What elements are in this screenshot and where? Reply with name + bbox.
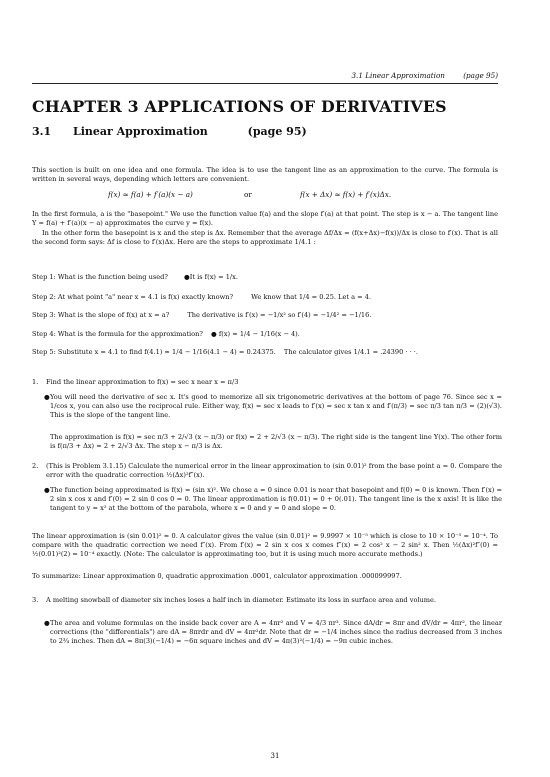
paragraph-summary: To summarize: Linear approximation 0, quadratic approximation .0001, calculator approximation .000099997. (32, 572, 402, 580)
bullet-sec-derivative (44, 393, 502, 419)
page-number: 31 (270, 752, 280, 760)
step-1-answer: ●It is f(x) = 1/x. (183, 273, 238, 281)
step-5 (32, 348, 418, 357)
intro-paragraph: This section is built on one idea and one formula. The idea is to use the tangent line as an approximation to the curve. The formula is written in several ways, depending which letters are convenient. (32, 166, 498, 184)
step-5-question: Step 5: Substitute x = 4.1 to find f(4.1) ≈ 1/4 − 1/16(4.1 − 4) = 0.24375. (32, 348, 276, 356)
step-3-question: Step 3: What is the slope of f(x) at x = a? (32, 311, 170, 319)
bullet-sec-approximation (50, 433, 502, 451)
bullet-sec-derivative-text: You will need the derivative of sec x. It's good to memorize all six trigonometric derivatives at the bottom of page 76. Since sec x = 1/cos x, you can also use the reciprocal rule. Either way, f(x) = sec x leads to f′(x) = sec x tan x and f′(π/3) = sec π/3 tan π/3 = (2)(√3). This is the slope of the tangent line. (50, 393, 502, 419)
problem-1-number: 1. (32, 378, 39, 386)
step-2 (32, 293, 371, 302)
paragraph-calculator-comparison: The linear approximation is (sin 0.01)² ≈ 0. A calculator gives the value (sin 0.01)² = 9.9997 × 10⁻⁵ which is close to 10 × 10⁻⁵ = 10⁻⁴. To compare with the quadratic correction we need f″(x). From f′(x) = 2 sin x cos x comes f″(x) = 2 cos² x − 2 sin² x. Then ½(Δx)²f″(0) = ½(0.01)²(2) = 10⁻⁴ exactly. (Note: The calculator is approximating too, but it is using much more accurate methods.) (32, 532, 498, 559)
section-heading (32, 125, 307, 138)
section-title: Linear Approximation (72, 125, 208, 138)
step-4 (32, 330, 300, 339)
paragraph-basepoint: In the first formula, a is the "basepoint." We use the function value f(a) and the slope f′(a) at that point. The step is x − a. The tangent line Y = f(a) + f′(a)(x − a) approximates the curve y = f(x). (32, 210, 498, 228)
problem-3-text: A melting snowball of diameter six inches loses a half inch in diameter. Estimate its loss in surface area and volume. (46, 596, 437, 604)
problem-1-text: Find the linear approximation to f(x) = sec x near x = π/3 (46, 378, 239, 386)
running-header-title: 3.1 Linear Approximation (351, 71, 445, 80)
step-3-answer: The derivative is f′(x) = −1/x² so f′(4) = −1/4² = −1/16. (187, 311, 372, 319)
step-5-answer: The calculator gives 1/4.1 = .24390 · · ·. (283, 348, 418, 356)
running-header (32, 71, 498, 84)
formula-basepoint: f(x) ≈ f(a) + f′(a)(x − a) (108, 190, 193, 199)
bullet-marker: ● (44, 619, 50, 627)
problem-2-number: 2. (32, 462, 39, 470)
bullet-sec-approximation-text: The approximation is f(x) ≈ sec π/3 + 2/√3 (x − π/3) or f(x) ≈ 2 + 2/√3 (x − π/3). The right side is the tangent line Y(x). The other form is f(π/3 + Δx) ≈ 2 + 2/√3 Δx. The step x − π/3 is Δx. (50, 433, 502, 450)
step-2-question: Step 2: At what point "a" near x = 4.1 is f(x) exactly known? (32, 293, 234, 301)
section-number: 3.1 (32, 125, 52, 138)
bullet-marker: ● (44, 393, 50, 401)
bullet-sin-squared (44, 486, 502, 512)
problem-1 (32, 378, 502, 387)
step-1-question: Step 1: What is the function being used? (32, 273, 168, 281)
step-1 (32, 273, 238, 282)
bullet-marker: ● (44, 486, 50, 494)
formula-or: or (244, 190, 252, 199)
step-2-answer: We know that 1/4 = 0.25. Let a = 4. (251, 293, 372, 301)
section-page-ref: (page 95) (247, 125, 307, 138)
problem-3-number: 3. (32, 596, 39, 604)
running-header-page: (page 95) (463, 71, 498, 80)
problem-2-text: (This is Problem 3.1.15) Calculate the numerical error in the linear approximation to (sin 0.01)² from the base point a = 0. Compare the error with the quadratic correction ½(Δx)²f″(x). (46, 462, 502, 479)
bullet-snowball-text: The area and volume formulas on the inside back cover are A = 4πr² and V = 4/3 πr³. Since dA/dr = 8πr and dV/dr = 4πr², the linear corrections (the "differentials") are dA = 8πrdr and dV = 4πr²dr. Note that dr = −1/4 inches since the radius decreased from 3 inches to 2¾ inches. Then dA = 8π(3)(−1/4) = −6π square inches and dV = 4π(3)²(−1/4) = −9π cubic inches. (50, 619, 502, 645)
bullet-snowball (44, 619, 502, 645)
problem-2 (32, 462, 502, 480)
problem-3 (32, 596, 502, 605)
paragraph-second-form: In the other form the basepoint is x and the step is Δx. Remember that the average Δf/Δx = (f(x+Δx)−f(x))/Δx is close to f′(x). That is all the second form says: Δf is close to f′(x)Δx. Here are the steps to approximate 1/4.1 : (32, 229, 498, 247)
formula-step: f(x + Δx) ≈ f(x) + f′(x)Δx. (300, 190, 392, 199)
step-4-answer: ● f(x) ≈ 1/4 − 1/16(x − 4). (210, 330, 300, 338)
step-3 (32, 311, 371, 320)
bullet-sin-squared-text: The function being approximated is f(x) = (sin x)². We chose a = 0 since 0.01 is near that basepoint and f(0) = 0 is known. Then f′(x) = 2 sin x cos x and f′(0) = 2 sin 0 cos 0 = 0. The linear approximation is f(0.01) ≈ 0 + 0(.01). The tangent line is the x axis! It is like the tangent to y = x² at the bottom of the parabola, where x = 0 and y = 0 and slope = 0. (50, 486, 502, 512)
chapter-title: CHAPTER 3 APPLICATIONS OF DERIVATIVES (32, 97, 447, 116)
step-4-question: Step 4: What is the formula for the approximation? (32, 330, 203, 338)
